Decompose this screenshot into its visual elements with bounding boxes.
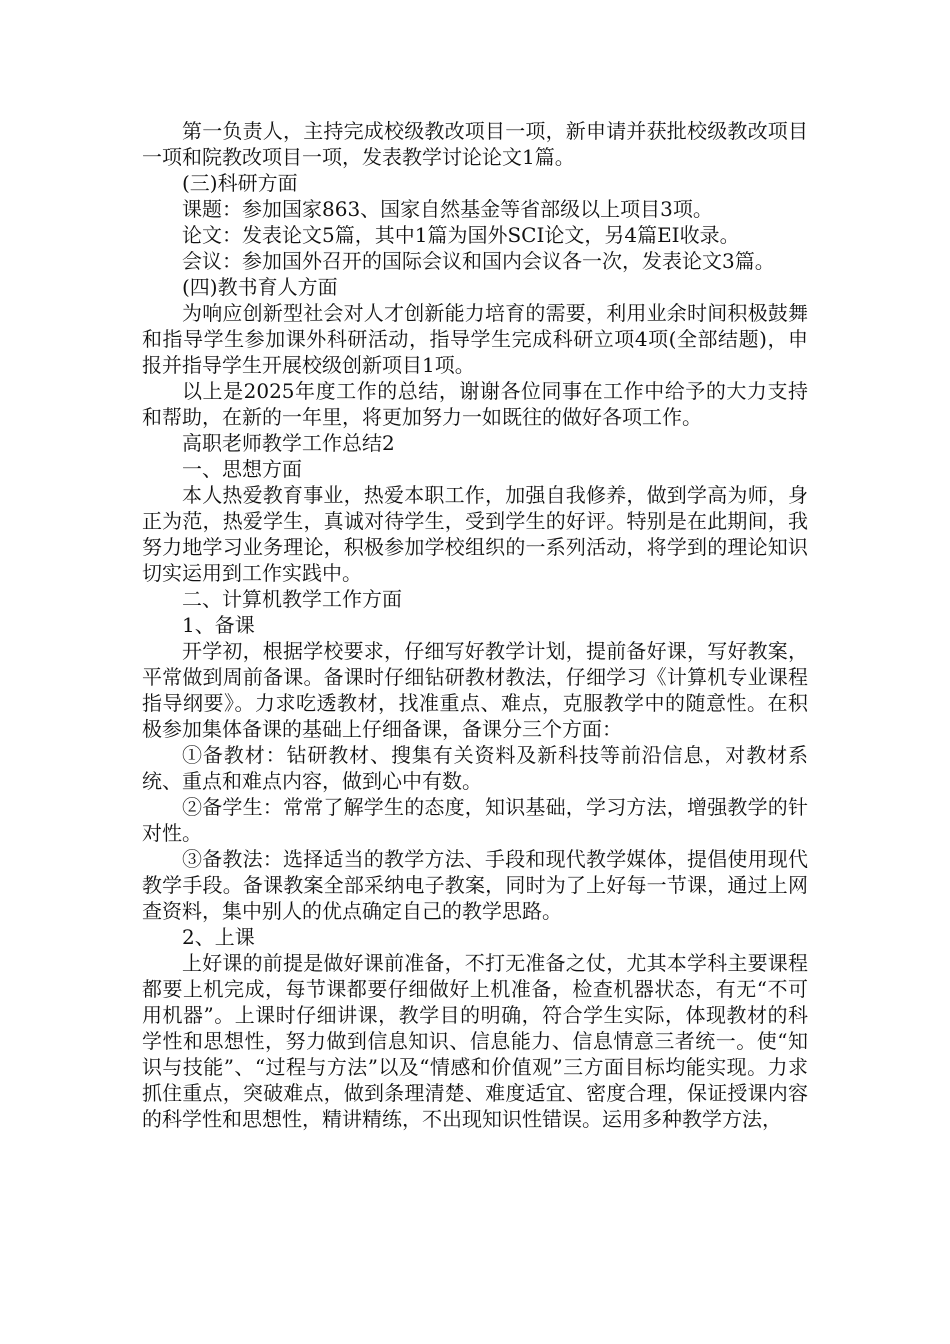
document-page — [142, 118, 808, 1132]
paragraph-papers: 论文：发表论文5篇，其中1篇为国外SCI论文，另4篇EI收录。 — [182, 223, 740, 247]
paragraph-prep-students: ②备学生：常常了解学生的态度，知识基础，学习方法，增强教学的针对性。 — [142, 795, 808, 845]
heading-summary-2: 高职老师教学工作总结2 — [182, 431, 395, 455]
heading-ideology: 一、思想方面 — [182, 457, 302, 481]
heading-computer-teaching: 二、计算机教学工作方面 — [182, 587, 402, 611]
heading-research: (三)科研方面 — [182, 171, 298, 195]
paragraph-prep-methods: ③备教法：选择适当的教学方法、手段和现代教学媒体，提倡使用现代教学手段。备课教案全部采纳电子教案，同时为了上好每一节课，通过上网查资料，集中别人的优点确定自己的教学思路。 — [142, 847, 808, 923]
paragraph-lesson-prep: 开学初，根据学校要求，仔细写好教学计划，提前备好课，写好教案，平常做到周前备课。备课时仔细钻研教材教法，仔细学习《计算机专业课程指导纲要》。力求吃透教材，找准重点、难点，克服教学中的随意性。在积极参加集体备课的基础上仔细备课，备课分三个方面： — [142, 639, 808, 741]
paragraph-prep-materials: ①备教材：钻研教材、搜集有关资料及新科技等前沿信息，对教材系统、重点和难点内容，做到心中有数。 — [142, 743, 808, 793]
heading-lesson-prep: 1、备课 — [182, 613, 255, 637]
paragraph-ideology: 本人热爱教育事业，热爱本职工作，加强自我修养，做到学高为师，身正为范，热爱学生，真诚对待学生，受到学生的好评。特别是在此期间，我努力地学习业务理论，积极参加学校组织的一系列活动，将学到的理论知识切实运用到工作实践中。 — [142, 483, 808, 585]
paragraph-class: 上好课的前提是做好课前准备，不打无准备之仗，尤其本学科主要课程都要上机完成，每节课都要仔细做好上机准备，检查机器状态，有无“不可用机器”。上课时仔细讲课，教学目的明确，符合学生实际，体现教材的科学性和思想性，努力做到信息知识、信息能力、信息情意三者统一。使“知识与技能”、“过程与方法”以及“情感和价值观”三方面目标均能实现。力求抓住重点，突破难点，做到条理清楚、难度适宜、密度合理，保证授课内容的科学性和思想性，精讲精练，不出现知识性错误。运用多种教学方法， — [142, 951, 808, 1131]
paragraph-project-summary: 第一负责人，主持完成校级教改项目一项，新申请并获批校级教改项目一项和院教改项目一项，发表教学讨论论文1篇。 — [142, 119, 808, 169]
paragraph-conferences: 会议：参加国外召开的国际会议和国内会议各一次，发表论文3篇。 — [182, 249, 775, 273]
paragraph-student-guidance: 为响应创新型社会对人才创新能力培育的需要，利用业余时间积极鼓舞和指导学生参加课外科研活动，指导学生完成科研立项4项(全部结题)，申报并指导学生开展校级创新项目1项。 — [142, 301, 808, 377]
paragraph-annual-closing: 以上是2025年度工作的总结，谢谢各位同事在工作中给予的大力支持和帮助，在新的一年里，将更加努力一如既往的做好各项工作。 — [142, 379, 808, 429]
heading-teaching-education: (四)教书育人方面 — [182, 275, 338, 299]
paragraph-topics: 课题：参加国家863、国家自然基金等省部级以上项目3项。 — [182, 197, 713, 221]
heading-class: 2、上课 — [182, 925, 255, 949]
